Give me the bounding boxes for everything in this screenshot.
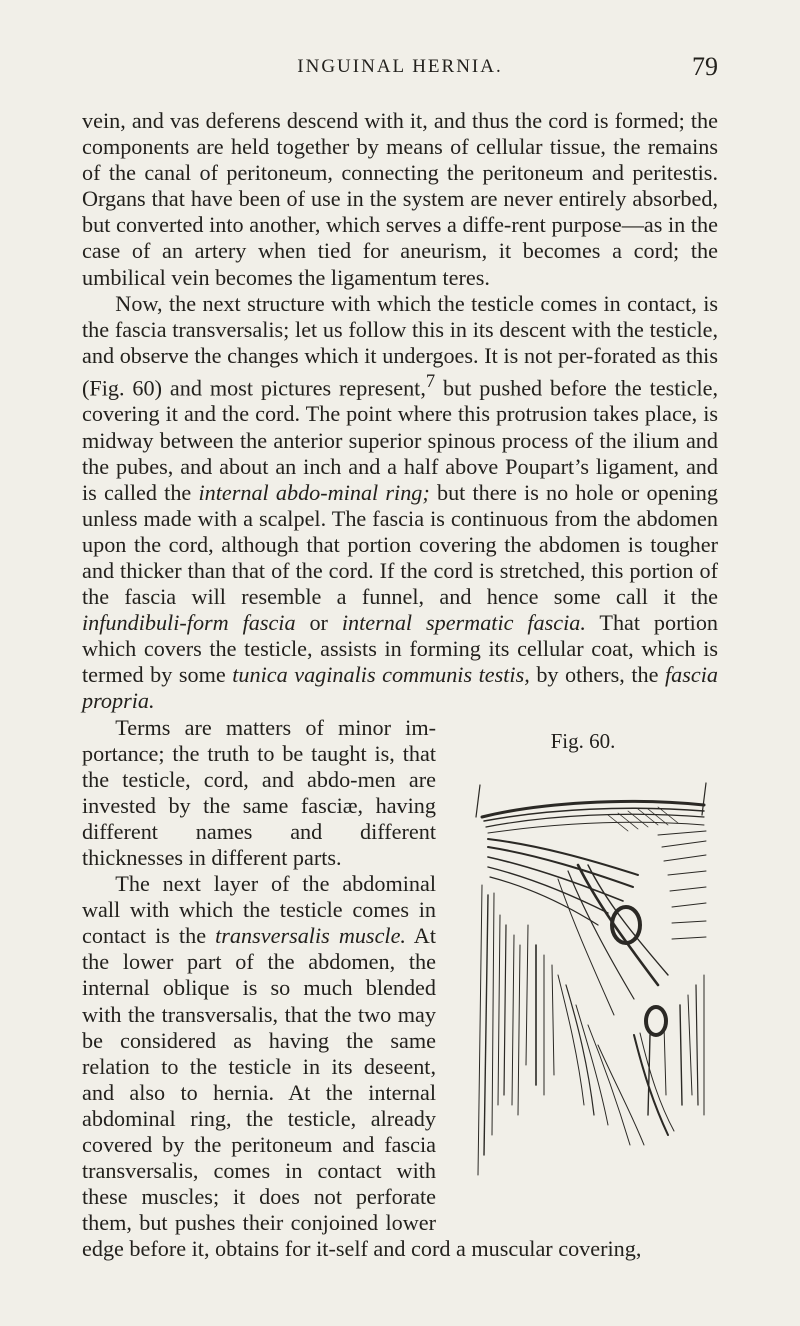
page-number: 79 [692,52,718,81]
running-title: INGUINAL HERNIA. [297,56,503,77]
paragraph-4: The next layer of the abdominal wall with which the testicle comes in contact is the transversalis muscle. At the lower part of the abdomen, the internal oblique is so much blended with the transversalis, that the two may be considered as having the same relation to the testicle in its deseent, and also to hernia. At the internal abdominal ring, the testicle, already covered by the peritoneum and fascia transversalis, comes in contact with these muscles; it does not perforate them, but pushes their conjoined lower edge before it, obtains for it-self and cord a muscular covering, [82,871,642,1262]
footnote-marker: 7 [425,371,436,392]
figure-60 [448,715,718,1220]
body-text [82,108,718,1263]
paragraph-1: vein, and vas deferens descend with it, and thus the cord is formed; the components are held together by means of cellular tissue, the remains of the canal of peritoneum, connecting the peritoneum and peritestis. Organs that have been of use in the system are never entirely absorbed, but converted into another, which serves a diffe-rent purpose—as in the case of an artery when tied for aneurism, it becomes a cord; the umbilical vein becomes the ligamentum teres. [82,108,718,290]
paragraph-2: Now, the next structure with which the testicle comes in contact, is the fascia transversalis; let us follow this in its descent with the testicle, and observe the changes which it undergoes. It is not per-forated as this (Fig. 60) and most pictures represent,$^7$ but pushed before the testicle, covering it and the cord. The point where this protrusion takes place, is midway between the anterior superior spinous process of the ilium and the pubes, and about an inch and a half above Poupart’s ligament, and is called the internal abdo-minal ring; but there is no hole or opening unless made with a scalpel. The fascia is continuous from the abdomen upon the cord, although that portion covering the abdomen is tougher and thicker than that of the cord. If the cord is stretched, this portion of the fascia will resemble a funnel, and hence some call it the infundibuli-form fascia or internal spermatic fascia. That portion which covers the testicle, assists in forming its cellular coat, which is termed by some tunica vaginalis communis testis, by others, the fascia propria. [82,290,719,714]
page-header [0,52,800,82]
anatomical-illustration [458,775,710,1195]
paragraph-3: Terms are matters of minor im-portance; the truth to be taught is, that the testicle, cord, and abdo-men are invested by the same fasciæ, having different names and different thicknesses in different parts. [82,714,436,871]
figure-caption: Fig. 60. [550,728,616,753]
